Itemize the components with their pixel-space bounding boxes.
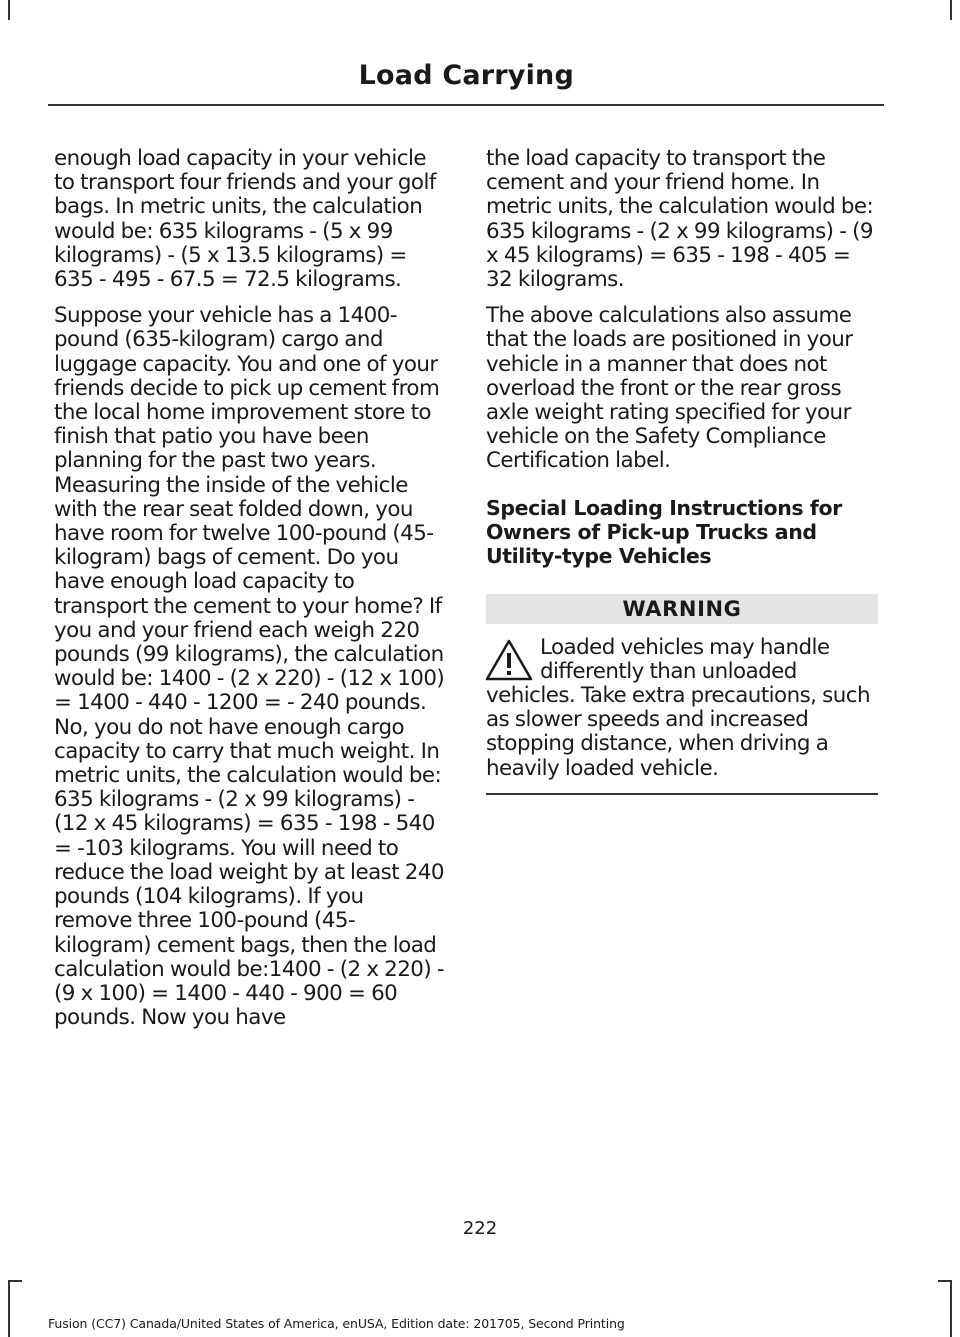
crop-mark-top-right — [950, 0, 952, 20]
warning-divider — [486, 793, 878, 795]
page-header-title: Load Carrying — [358, 60, 574, 91]
left-column — [54, 147, 446, 1042]
header-divider — [48, 104, 884, 106]
crop-mark-bottom-left-h — [8, 1280, 22, 1282]
right-column — [486, 147, 878, 795]
footer-edition-info: Fusion (CC7) Canada/United States of America, enUSA, Edition date: 201705, Second Printing — [48, 1316, 625, 1331]
body-paragraph: Suppose your vehicle has a 1400-pound (635-kilogram) cargo and luggage capacity. You and one of your friends decide to pick up cement from the local home improvement store to finish that patio you have been planning for the past two years. Measuring the inside of the vehicle with the rear seat folded down, you have room for twelve 100-pound (45-kilogram) bags of cement. Do you have enough load capacity to transport the cement to your home? If you and your friend each weigh 220 pounds (99 kilograms), the calculation would be: 1400 - (2 x 220) - (12 x 100) = 1400 - 440 - 1200 = - 240 pounds. No, you do not have enough cargo capacity to carry that much weight. In metric units, the calculation would be: 635 kilograms - (2 x 99 kilograms) - (12 x 45 kilograms) = 635 - 198 - 540 = -103 kilograms. You will need to reduce the load weight by at least 240 pounds (104 kilograms). If you remove three 100-pound (45-kilogram) cement bags, then the load calculation would be:1400 - (2 x 220) - (9 x 100) = 1400 - 440 - 900 = 60 pounds. Now you have — [54, 303, 445, 1031]
warning-text: Loaded vehicles may handle differently than unloaded vehicles. Take extra precautions, such as slower speeds and increased stopping distance, when driving a heavily loaded vehicle. — [486, 634, 871, 781]
crop-mark-bottom-right — [950, 1280, 952, 1337]
section-heading: Special Loading Instructions for Owners of Pick-up Trucks and Utility-type Vehicles — [486, 495, 842, 568]
crop-mark-bottom-left — [8, 1280, 10, 1337]
crop-mark-bottom-right-h — [938, 1280, 952, 1282]
body-paragraph: the load capacity to transport the cement and your friend home. In metric units, the calculation would be: 635 kilograms - (2 x 99 kilograms) - (9 x 45 kilograms) = 635 - 198 - 405 = 32 kilograms. — [486, 146, 874, 293]
body-paragraph: The above calculations also assume that the loads are positioned in your vehicle in a manner that does not overload the front or the rear gross axle weight rating specified for your vehicle on the Safety Compliance Certification label. — [486, 303, 853, 474]
warning-box — [486, 636, 878, 781]
warning-label: WARNING — [486, 594, 878, 624]
body-paragraph: enough load capacity in your vehicle to transport four friends and your golf bags. In metric units, the calculation would be: 635 kilograms - (5 x 99 kilograms) - (5 x 13.5 kilograms) = 635 - 495 - 67.5 = 72.5 kilograms. — [54, 146, 436, 293]
crop-mark-top-left — [8, 0, 10, 20]
page-number: 222 — [462, 1218, 498, 1239]
warning-triangle-icon — [484, 638, 534, 682]
